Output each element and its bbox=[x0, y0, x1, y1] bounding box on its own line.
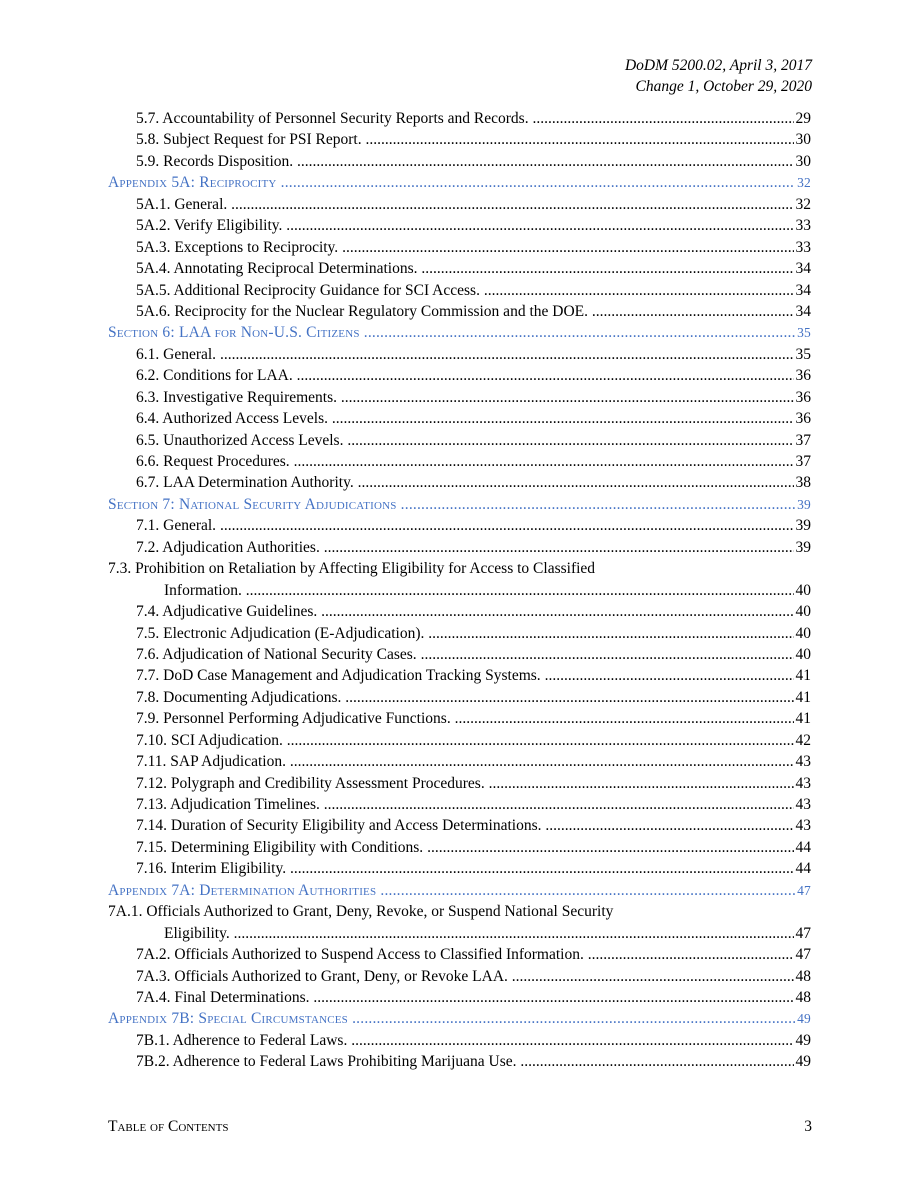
toc-entry[interactable] bbox=[108, 280, 811, 301]
toc-entry-title: 5A.2. Verify Eligibility. bbox=[136, 217, 283, 235]
toc-entry-title: 7.11. SAP Adjudication. bbox=[136, 753, 286, 771]
toc-entry[interactable] bbox=[108, 580, 811, 601]
toc-page-number: 43 bbox=[794, 815, 812, 836]
toc-entry-title: Section 7: National Security Adjudications bbox=[108, 495, 397, 513]
footer-page-number: 3 bbox=[804, 1118, 812, 1135]
toc-entry[interactable] bbox=[108, 258, 811, 279]
toc-entry-title: 7.13. Adjudication Timelines. bbox=[136, 796, 320, 813]
toc-entry-title: Eligibility. bbox=[164, 924, 230, 942]
toc-page-number: 44 bbox=[794, 837, 812, 858]
toc-page-number: 36 bbox=[794, 387, 812, 408]
toc-section-heading[interactable] bbox=[108, 880, 811, 901]
toc-section-heading[interactable] bbox=[108, 1008, 811, 1029]
toc-page-number: 32 bbox=[794, 194, 812, 215]
toc-entry-title: 7.2. Adjudication Authorities. bbox=[136, 538, 320, 556]
toc-entry[interactable] bbox=[108, 515, 811, 536]
toc-entry-title: 7.6. Adjudication of National Security Cases. bbox=[136, 645, 417, 663]
header-change-note: Change 1, October 29, 2020 bbox=[635, 78, 812, 95]
toc-entry[interactable] bbox=[108, 665, 811, 686]
toc-page-number: 44 bbox=[794, 858, 812, 879]
toc-page-number: 43 bbox=[794, 773, 812, 794]
toc-entry-title: 6.1. General. bbox=[136, 345, 217, 363]
toc-page-number: 47 bbox=[794, 944, 812, 965]
toc-entry-title: 6.5. Unauthorized Access Levels. bbox=[136, 431, 344, 449]
toc-entry-title: Appendix 5A: Reciprocity bbox=[108, 174, 277, 192]
toc-entry[interactable] bbox=[108, 708, 811, 729]
toc-page-number: 49 bbox=[795, 1008, 811, 1029]
page-header bbox=[625, 55, 812, 97]
toc-entry[interactable] bbox=[108, 408, 811, 429]
toc-entry[interactable] bbox=[108, 794, 811, 815]
toc-page-number: 41 bbox=[794, 708, 812, 729]
toc-entry[interactable] bbox=[108, 601, 811, 622]
toc-entry[interactable] bbox=[108, 365, 811, 386]
toc-entry-title: 6.7. LAA Determination Authority. bbox=[136, 474, 354, 492]
toc-entry[interactable] bbox=[108, 387, 811, 408]
toc-entry-title: 7A.3. Officials Authorized to Grant, Deny, or Revoke LAA. bbox=[136, 967, 508, 985]
toc-entry-title: 7.8. Documenting Adjudications. bbox=[136, 688, 342, 706]
toc-entry[interactable] bbox=[108, 773, 811, 794]
toc-entry-title: 5A.1. General. bbox=[136, 195, 228, 213]
toc-entry-title: 7.14. Duration of Security Eligibility and Access Determinations. bbox=[136, 817, 542, 835]
toc-entry[interactable] bbox=[108, 815, 811, 836]
toc-entry-title: 7B.1. Adherence to Federal Laws. bbox=[136, 1031, 348, 1049]
toc-entry-title: 7.4. Adjudicative Guidelines. bbox=[136, 603, 318, 621]
toc-page-number: 34 bbox=[794, 280, 812, 301]
toc-entry-title: 5A.3. Exceptions to Reciprocity. bbox=[136, 238, 339, 256]
toc-entry[interactable] bbox=[108, 151, 811, 172]
toc-entry-title: 7.16. Interim Eligibility. bbox=[136, 860, 287, 878]
toc-page-number: 30 bbox=[794, 151, 812, 172]
toc-page-number: 40 bbox=[794, 623, 812, 644]
toc-page-number: 29 bbox=[794, 108, 812, 129]
toc-entry-title: 6.3. Investigative Requirements. bbox=[136, 388, 338, 406]
page-footer bbox=[108, 1118, 812, 1136]
toc-entry[interactable] bbox=[108, 987, 811, 1008]
toc-entry[interactable] bbox=[108, 923, 811, 944]
toc-page-number: 36 bbox=[794, 365, 812, 386]
toc-page-number: 43 bbox=[794, 794, 812, 815]
toc-entry-title: 7.5. Electronic Adjudication (E-Adjudication). bbox=[136, 624, 425, 642]
header-document-id: DoDM 5200.02, April 3, 2017 bbox=[624, 57, 812, 74]
toc-page-number: 35 bbox=[795, 322, 811, 343]
toc-page-number: 43 bbox=[794, 751, 812, 772]
toc-entry[interactable] bbox=[108, 901, 811, 922]
toc-page-number: 36 bbox=[794, 408, 812, 429]
toc-entry-title: 7.3. Prohibition on Retaliation by Affecting Eligibility for Access to Classified bbox=[108, 560, 596, 578]
toc-page-number: 41 bbox=[794, 687, 812, 708]
toc-entry[interactable] bbox=[108, 687, 811, 708]
toc-entry-title: 6.4. Authorized Access Levels. bbox=[136, 410, 328, 428]
toc-page-number: 35 bbox=[794, 344, 812, 365]
toc-entry-title: 7.10. SCI Adjudication. bbox=[136, 731, 283, 749]
toc-page-number: 42 bbox=[794, 730, 812, 751]
toc-section-heading[interactable] bbox=[108, 494, 811, 515]
toc-entry[interactable] bbox=[108, 108, 811, 129]
toc-entry-title: 7A.1. Officials Authorized to Grant, Deny, Revoke, or Suspend National Security bbox=[108, 903, 614, 921]
toc-page-number: 39 bbox=[794, 537, 812, 558]
toc-page-number: 49 bbox=[794, 1030, 812, 1051]
toc-entry[interactable] bbox=[108, 644, 811, 665]
toc-entry-title: Section 6: LAA for Non-U.S. Citizens bbox=[108, 324, 360, 342]
toc-section-heading[interactable] bbox=[108, 172, 811, 193]
toc-entry[interactable] bbox=[108, 537, 811, 558]
toc-entry[interactable] bbox=[108, 194, 811, 215]
toc-entry-title: Information. bbox=[164, 581, 242, 599]
toc-entry[interactable] bbox=[108, 430, 811, 451]
toc-entry[interactable] bbox=[108, 944, 811, 965]
toc-page-number: 40 bbox=[794, 601, 812, 622]
toc-entry[interactable] bbox=[108, 215, 811, 236]
toc-entry-title: 5.7. Accountability of Personnel Security Reports and Records. bbox=[136, 110, 529, 127]
toc-page-number: 41 bbox=[794, 665, 812, 686]
toc-entry[interactable] bbox=[108, 1030, 811, 1051]
toc-page-number: 32 bbox=[795, 172, 811, 193]
toc-page-number: 34 bbox=[794, 301, 812, 322]
toc-entry-title: 7A.4. Final Determinations. bbox=[136, 988, 310, 1006]
toc-page-number: 38 bbox=[794, 472, 812, 493]
toc-page-number: 33 bbox=[794, 237, 812, 258]
toc-entry-title: Appendix 7A: Determination Authorities bbox=[108, 881, 377, 899]
toc-entry[interactable] bbox=[108, 301, 811, 322]
toc-entry-title: 7.9. Personnel Performing Adjudicative Functions. bbox=[136, 710, 451, 728]
toc-page-number: 48 bbox=[794, 966, 812, 987]
toc-entry-title: 7.12. Polygraph and Credibility Assessment Procedures. bbox=[136, 774, 485, 792]
toc-page-number: 40 bbox=[794, 580, 812, 601]
toc-entry-title: 6.2. Conditions for LAA. bbox=[136, 367, 293, 385]
toc-entry-title: 6.6. Request Procedures. bbox=[136, 453, 290, 470]
toc-page-number: 34 bbox=[794, 258, 812, 279]
toc-page-number: 47 bbox=[795, 880, 811, 901]
toc-page-number: 48 bbox=[794, 987, 812, 1008]
toc-entry[interactable] bbox=[108, 558, 811, 579]
toc-page-number: 40 bbox=[794, 644, 812, 665]
toc-entry-title: 7.7. DoD Case Management and Adjudication Tracking Systems. bbox=[136, 667, 541, 685]
toc-page-number: 30 bbox=[794, 129, 812, 150]
toc-page-number: 39 bbox=[795, 494, 811, 515]
toc-entry-title: 5.8. Subject Request for PSI Report. bbox=[136, 131, 362, 149]
toc-entry-title: 7B.2. Adherence to Federal Laws Prohibiting Marijuana Use. bbox=[136, 1053, 517, 1071]
toc-entry-title: 5A.4. Annotating Reciprocal Determinations. bbox=[136, 260, 418, 278]
toc-page-number: 39 bbox=[794, 515, 812, 536]
toc-entry[interactable] bbox=[108, 751, 811, 772]
footer-title: Table of Contents bbox=[108, 1118, 229, 1135]
toc-entry[interactable] bbox=[108, 623, 811, 644]
toc-entry[interactable] bbox=[108, 730, 811, 751]
toc-page-number: 33 bbox=[794, 215, 812, 236]
toc-entry-title: 7.15. Determining Eligibility with Conditions. bbox=[136, 838, 424, 856]
toc-entry[interactable] bbox=[108, 966, 811, 987]
toc-entry-title: 7.1. General. bbox=[136, 517, 217, 535]
table-of-contents bbox=[108, 108, 811, 1073]
toc-page-number: 37 bbox=[794, 430, 812, 451]
toc-entry[interactable] bbox=[108, 451, 811, 472]
toc-entry-title: Appendix 7B: Special Circumstances bbox=[108, 1010, 349, 1028]
toc-entry-title: 7A.2. Officials Authorized to Suspend Access to Classified Information. bbox=[136, 946, 584, 964]
toc-entry-title: 5A.6. Reciprocity for the Nuclear Regulatory Commission and the DOE. bbox=[136, 302, 588, 320]
toc-entry-title: 5A.5. Additional Reciprocity Guidance for SCI Access. bbox=[136, 281, 480, 299]
toc-entry[interactable] bbox=[108, 837, 811, 858]
toc-page-number: 47 bbox=[794, 923, 812, 944]
toc-entry[interactable] bbox=[108, 1051, 811, 1072]
toc-entry[interactable] bbox=[108, 472, 811, 493]
toc-entry[interactable] bbox=[108, 129, 811, 150]
toc-entry-title: 5.9. Records Disposition. bbox=[136, 152, 294, 170]
toc-entry[interactable] bbox=[108, 858, 811, 879]
toc-section-heading[interactable] bbox=[108, 322, 811, 343]
toc-page-number: 49 bbox=[794, 1051, 812, 1072]
toc-entry[interactable] bbox=[108, 344, 811, 365]
toc-page-number: 37 bbox=[794, 451, 812, 472]
toc-entry[interactable] bbox=[108, 237, 811, 258]
